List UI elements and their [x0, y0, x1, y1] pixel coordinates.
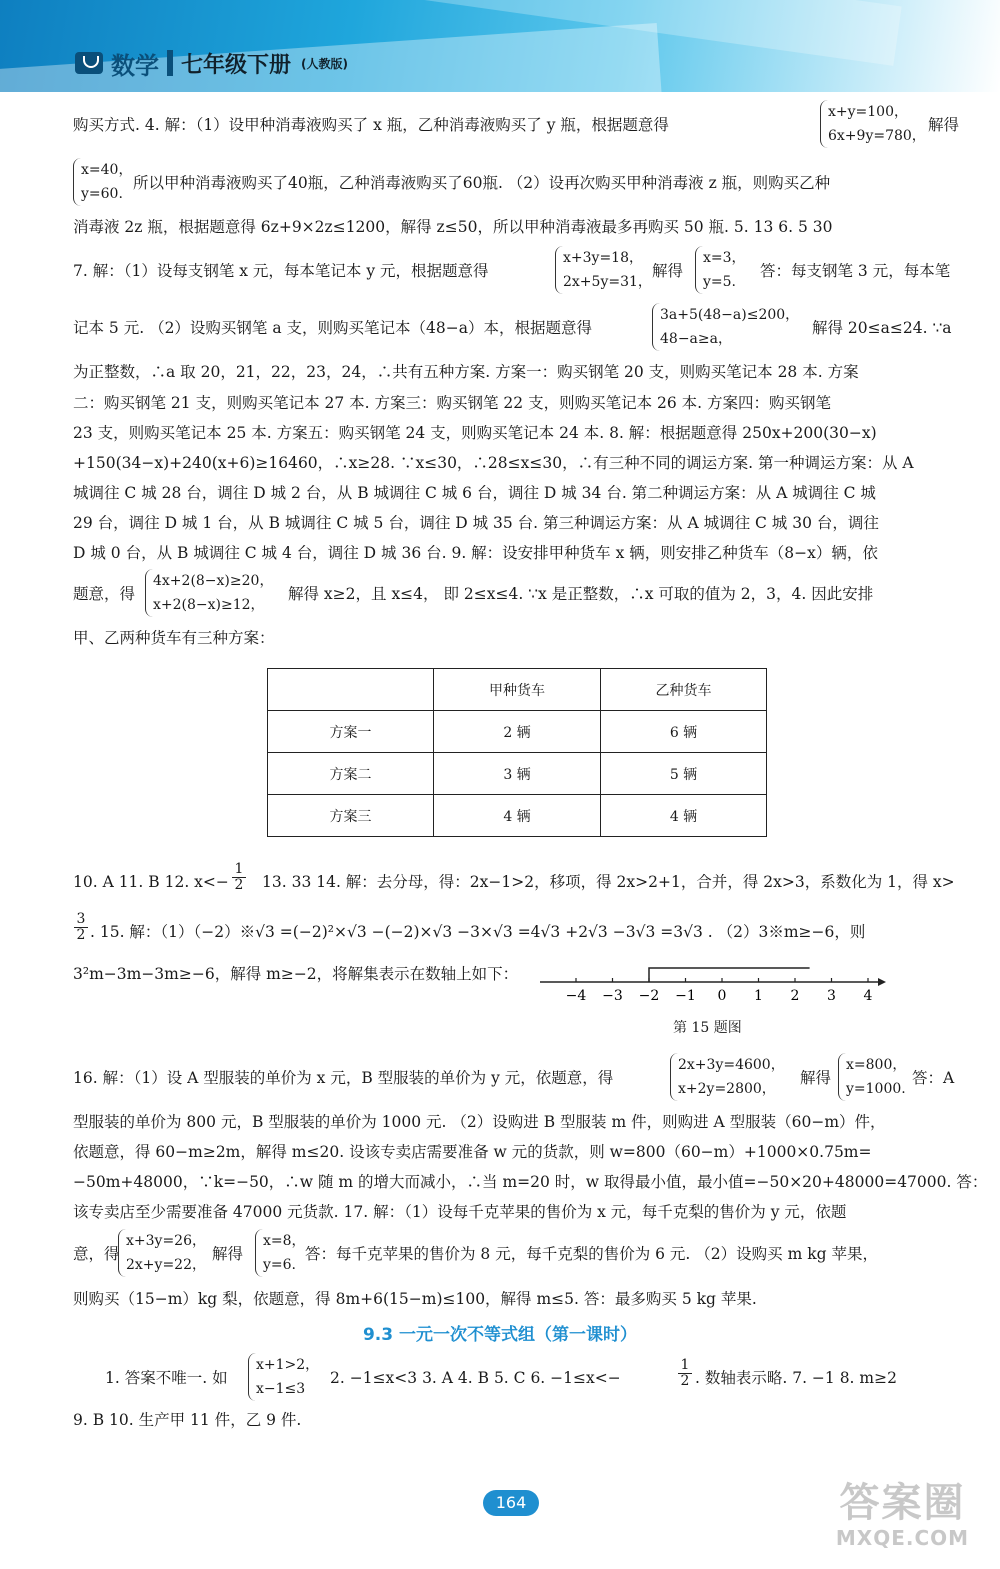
- answer-line: 9. B 10. 生产甲 11 件，乙 9 件.: [73, 1411, 302, 1429]
- answer-line: 23 支，则购买笔记本 25 本. 方案五：购买钢笔 24 支，则购买笔记本 24 本. 8. 解：根据题意得 250x+200(30−x): [73, 424, 877, 442]
- book-header: [75, 48, 348, 78]
- answer-line: 所以甲种消毒液购买了40瓶，乙种消毒液购买了60瓶. （2）设再次购买甲种消毒液 z 瓶，则购买乙种: [133, 174, 831, 192]
- answer-line: 则购买（15−m）kg 梨，依题意，得 8m+6(15−m)≤100，解得 m≤5. 答：最多购买 5 kg 苹果.: [73, 1290, 757, 1308]
- answer-line: 城调往 C 城 28 台，调往 D 城 2 台，从 B 城调往 C 城 6 台，调往 D 城 34 台. 第二种调运方案：从 A 城调往 C 城: [73, 484, 876, 502]
- number-line-tick-label: 0: [717, 988, 727, 1004]
- answer-line: 依题意，得 60−m≥2m，解得 m≤20. 设该专卖店需要准备 w 元的货款，则 w=800（60−m）+1000×0.75m=: [73, 1143, 872, 1161]
- number-line-tick-label: −1: [675, 988, 696, 1004]
- figure-caption: 第 15 题图: [673, 1020, 742, 1036]
- equation-system: x+y=100， 6x+9y=780，: [820, 100, 926, 148]
- answer-line: 13. 33 14. 解：去分母，得：2x−1>2，移项，得 2x>2+1，合并，得 2x>3，系数化为 1，得 x>: [262, 873, 955, 891]
- number-line-tick-label: −4: [565, 988, 587, 1004]
- equation-system: x+1>2， x−1≤3: [248, 1353, 319, 1401]
- answer-line: 记本 5 元. （2）设购买钢笔 a 支，则购买笔记本（48−a）本，根据题意得: [73, 319, 592, 337]
- answer-line: 2. −1≤x<3 3. A 4. B 5. C 6. −1≤x<−: [330, 1369, 621, 1387]
- answer-line: 解得 x≥2，且 x≤4， 即 2≤x≤4. ∵x 是正整数，∴x 可取的值为 2，3，4. 因此安排: [288, 585, 874, 603]
- number-line-tick-label: 1: [754, 988, 763, 1004]
- table-cell: 方案一: [268, 711, 434, 753]
- fraction: $\frac{1}{2}$: [232, 862, 246, 893]
- equation-system: 3a+5(48−a)≤200， 48−a≥a，: [652, 303, 799, 351]
- answer-line: 购买方式. 4. 解：（1）设甲种消毒液购买了 x 瓶，乙种消毒液购买了 y 瓶，根据题意得: [73, 116, 669, 134]
- answer-line: 二：购买钢笔 21 支，则购买笔记本 27 本. 方案三：购买钢笔 22 支，则购买笔记本 26 本. 方案四：购买钢笔: [73, 394, 832, 412]
- subject-title: 数学: [111, 51, 159, 80]
- number-line-tick-label: 3: [827, 988, 836, 1004]
- table-cell: 3 辆: [434, 753, 601, 795]
- number-line: [540, 962, 890, 1008]
- number-line-tick-label: −3: [602, 988, 623, 1004]
- answer-line: 3²m−3m−3m≥−6，解得 m≥−2，将解集表示在数轴上如下：: [73, 965, 519, 983]
- answer-line: 16. 解：（1）设 A 型服装的单价为 x 元，B 型服装的单价为 y 元，依题意，得: [73, 1069, 614, 1087]
- answer-line: 答：A: [912, 1069, 955, 1087]
- answer-line: 解得: [800, 1069, 832, 1087]
- answer-line: D 城 0 台，从 B 城调往 C 城 4 台，调往 D 城 36 台. 9. 解：设安排甲种货车 x 辆，则安排乙种货车（8−x）辆，依: [73, 544, 878, 562]
- answer-line: 解得: [652, 262, 684, 280]
- answer-line: 答：每支钢笔 3 元，每本笔: [760, 262, 951, 280]
- equation-system: 2x+3y=4600， x+2y=2800，: [670, 1053, 785, 1101]
- equation-system: x=40， y=60.: [73, 158, 132, 206]
- table-row: [268, 795, 767, 837]
- section-title: 9.3 一元一次不等式组（第一课时）: [362, 1325, 638, 1345]
- table-header: 乙种货车: [601, 669, 767, 711]
- answer-line: 该专卖店至少需要准备 47000 元货款. 17. 解：（1）设每千克苹果的售价为 x 元，每千克梨的售价为 y 元，依题: [73, 1203, 847, 1221]
- answer-line: 解得: [928, 116, 960, 134]
- header-divider: [167, 50, 173, 76]
- answer-line: 型服装的单价为 800 元，B 型服装的单价为 1000 元. （2）设购进 B 型服装 m 件，则购进 A 型服装（60−m）件，: [73, 1113, 886, 1131]
- answer-line: 解得: [212, 1245, 244, 1263]
- answer-line: 1. 答案不唯一. 如: [105, 1369, 228, 1387]
- answer-line: . 15. 解：（1）（−2）※√3 =(−2)²×√3 −(−2)×√3 −3×√3 =4√3 +2√3 −3√3 =3√3 . （2）3※m≥−6，则: [90, 923, 866, 941]
- table-cell: 4 辆: [434, 795, 601, 837]
- fraction: $\frac{1}{2}$: [678, 1358, 692, 1389]
- grade-title: 七年级下册: [181, 52, 292, 78]
- page-number: 164: [483, 1490, 539, 1516]
- edition-label: (人教版): [301, 56, 348, 71]
- equation-system: x=8， y=6.: [255, 1229, 306, 1277]
- table-cell: 5 辆: [601, 753, 767, 795]
- table-cell: 2 辆: [434, 711, 601, 753]
- number-line-tick-label: −2: [638, 988, 660, 1004]
- table-header: 甲种货车: [434, 669, 601, 711]
- answer-line: 甲、乙两种货车有三种方案：: [73, 629, 275, 647]
- fraction: $\frac{3}{2}$: [74, 912, 88, 943]
- table-header-row: [268, 669, 767, 711]
- number-line-tick-label: 4: [863, 988, 873, 1004]
- table-row: [268, 711, 767, 753]
- truck-plan-table: [267, 668, 767, 837]
- answer-line: 29 台，调往 D 城 1 台，从 B 城调往 C 城 5 台，调往 D 城 35 台. 第三种调运方案：从 A 城调往 C 城 30 台，调往: [73, 514, 879, 532]
- equation-system: 4x+2(8−x)≥20， x+2(8−x)≥12，: [145, 569, 273, 617]
- equation-system: x=3， y=5.: [695, 246, 746, 294]
- table-cell: 6 辆: [601, 711, 767, 753]
- answer-line: 题意，得: [73, 585, 136, 603]
- table-cell: 方案三: [268, 795, 434, 837]
- answer-line: 解得 20≤a≤24. ∵a: [812, 319, 952, 337]
- answer-line: 10. A 11. B 12. x<−: [73, 873, 229, 891]
- answer-line: . 数轴表示略. 7. −1 8. m≥2: [695, 1369, 897, 1387]
- table-row: [268, 753, 767, 795]
- table-cell: 方案二: [268, 753, 434, 795]
- answer-line: −50m+48000，∵k=−50，∴w 随 m 的增大而减小，∴当 m=20 时，w 取得最小值，最小值=−50×20+48000=47000. 答：: [73, 1173, 988, 1191]
- table-header: [268, 669, 434, 711]
- equation-system: x+3y=26， 2x+y=22，: [118, 1229, 206, 1277]
- table-cell: 4 辆: [601, 795, 767, 837]
- answer-line: 意，得: [73, 1245, 120, 1263]
- equation-system: x=800， y=1000.: [838, 1053, 906, 1101]
- arrow-icon: [878, 978, 886, 986]
- answer-line: 答：每千克苹果的售价为 8 元，每千克梨的售价为 6 元. （2）设购买 m kg 苹果，: [305, 1245, 878, 1263]
- number-line-tick-label: 2: [790, 988, 800, 1004]
- answer-line: +150(34−x)+240(x+6)≥16460，∴x≥28. ∵x≤30，∴28≤x≤30，∴有三种不同的调运方案. 第一种调运方案：从 A: [73, 454, 914, 472]
- watermark-logo: 答案圈 MXQE.COM: [835, 1480, 970, 1550]
- book-logo-icon: [75, 52, 103, 74]
- solution-bracket: [649, 968, 810, 982]
- equation-system: x+3y=18， 2x+5y=31，: [555, 246, 652, 294]
- answer-line: 为正整数，∴a 取 20，21，22，23，24，∴共有五种方案. 方案一：购买钢笔 20 支，则购买笔记本 28 本. 方案: [73, 363, 859, 381]
- answer-line: 7. 解：（1）设每支钢笔 x 元，每本笔记本 y 元，根据题意得: [73, 262, 489, 280]
- answer-line: 消毒液 2z 瓶，根据题意得 6z+9×2z≤1200，解得 z≤50，所以甲种消毒液最多再购买 50 瓶. 5. 13 6. 5 30: [73, 218, 833, 236]
